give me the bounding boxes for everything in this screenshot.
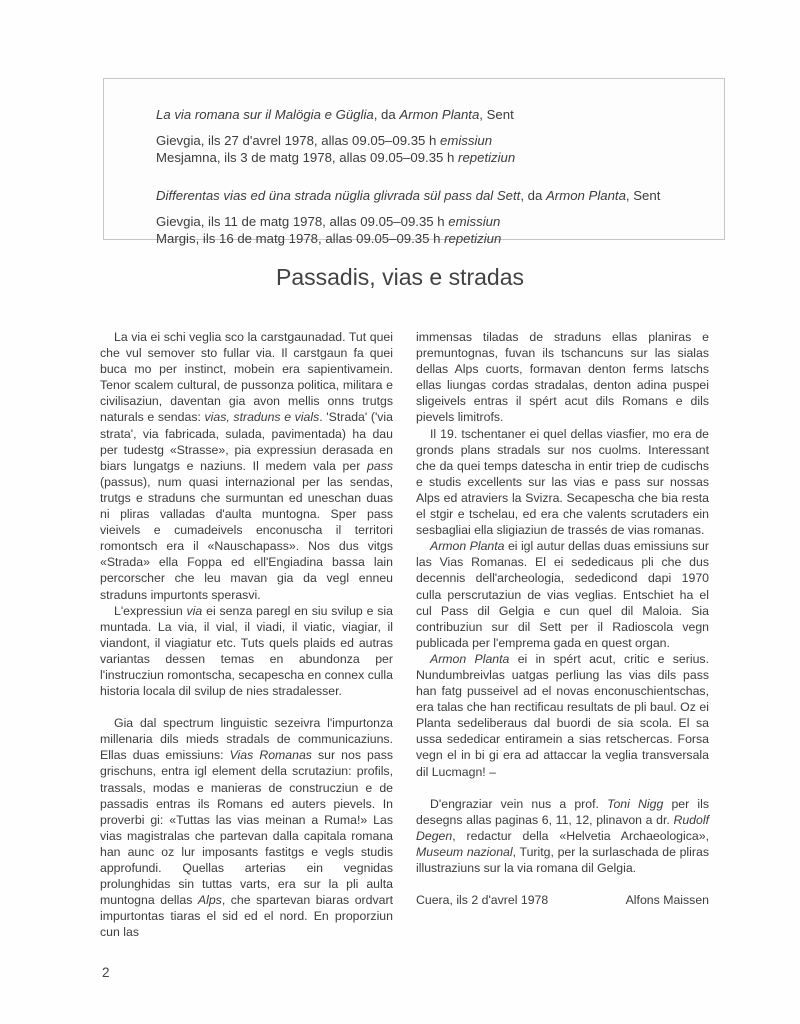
- colophon-author: Alfons Maissen: [625, 893, 709, 908]
- italic-text-run: Vias Romanas: [229, 748, 312, 763]
- italic-text-run: pass: [367, 458, 393, 473]
- paragraph: [416, 329, 709, 426]
- text-run: L'expressiun: [114, 603, 187, 618]
- broadcast-schedule-line: [156, 149, 708, 166]
- text-run: ei in spért acut, critic e serius. Nundumbreivlas uatgas perliung las vias dils pass han fatg pusseivel ad el novas enconuschientschas, era talas che han rectificau resultats de pli baul. Oz ei Planta sedeliberaus dal buordi de sia scola. El sa ussa sededicar entiramein a sias retschercas. Forsa vegn el in bi gi era ad attaccar la veglia transversala dil Lucmagn! –: [416, 651, 709, 779]
- text-run: per ils desegns allas paginas 6, 11, 12, plinavon a dr.: [416, 796, 709, 827]
- text-run: Gievgia, ils 27 d'avrel 1978, allas 09.05–09.35 h: [156, 133, 441, 148]
- italic-text-run: Armon Planta: [399, 107, 480, 122]
- article-body: [100, 329, 709, 940]
- paragraph: [416, 538, 709, 651]
- right-column: [416, 329, 709, 940]
- italic-text-run: repetiziun: [458, 150, 516, 165]
- text-run: D'engraziar vein nus a prof.: [430, 796, 608, 811]
- text-run: ei senza paregl en siu svilup e sia muntada. La via, il vial, il viadi, il viatic, viagiar, il viandont, il viagiatur etc. Tuts quels plaids ed autras variantas dessen temas en abundonza per l'instrucziun romontscha, secapescha en connex culla historia locala dil svilup de nies stradalesser.: [100, 603, 394, 699]
- text-run: , Sent: [479, 107, 514, 122]
- italic-text-run: La via romana sur il Malögia e Güglia: [156, 107, 374, 122]
- broadcast-schedule-line: [156, 132, 708, 149]
- broadcast-schedule-line: [156, 213, 708, 230]
- paragraph: [100, 603, 393, 700]
- left-column: [100, 329, 393, 940]
- text-run: , da: [373, 107, 400, 122]
- italic-text-run: Armon Planta: [546, 188, 626, 203]
- broadcast-title-line: [156, 187, 708, 204]
- broadcast-schedule-box: [103, 78, 725, 246]
- text-run: (passus), num quasi internazional per las sendas, trutgs e straduns che surmuntan ed uneschan duas ni pliras valladas d'aulta muntogna. Sper pass vieivels e cumadeivels enconuscha il territori romontsch era il «Nauschapass». Nos dus vitgs «Strada» ella Foppa ed ell'Engiadina bassa lain percorscher che leu mavan gia da vegl enneu straduns impurtonts sperasvi.: [100, 474, 393, 602]
- italic-text-run: Alps: [197, 893, 222, 908]
- text-run: , Sent: [625, 188, 661, 203]
- text-run: . 'Strada' ('via strata', via fabricada, sulada, pavimentada) ha dau per tudestg «Strasse», pia expressiun derasada en biars lungatgs e naziuns. Il medem vala per: [100, 410, 394, 473]
- text-run: Margis, ils 16 de matg 1978, allas 09.05–09.35 h: [156, 231, 445, 246]
- broadcast-title-line: [156, 106, 708, 123]
- paragraph: [416, 796, 709, 876]
- paragraph: [100, 329, 393, 603]
- colophon-place-date: Cuera, ils 2 d'avrel 1978: [416, 893, 549, 908]
- page-number: 2: [102, 965, 110, 980]
- text-run: , redactur della «Helvetia Archaeologica»,: [452, 828, 709, 843]
- text-run: Gia dal spectrum linguistic sezeivra l'impurtonza millenaria dils mieds stradals de communicaziuns. Ellas duas emissiuns:: [100, 716, 393, 763]
- text-run: immensas tiladas de straduns ellas planiras e premuntognas, fuvan ils tschancuns sur las sialas dellas Alps cuorts, formavan denton ferms latschs ellas liungas cordas stradalas, denton adina puspei sligeivels entras il spért acut dils Romans e dils pievels limitrofs.: [416, 330, 709, 425]
- text-run: Mesjamna, ils 3 de matg 1978, allas 09.05–09.35 h: [156, 150, 459, 165]
- italic-text-run: Armon Planta: [430, 651, 510, 666]
- broadcast-schedule-line: [156, 230, 708, 247]
- paragraph: [416, 651, 709, 780]
- italic-text-run: emissiun: [448, 214, 501, 229]
- text-run: La via ei schi veglia sco la carstgaunadad. Tut quei che vul semover sto fullar via. Il carstgaun fa quei buca mo per instinct, mobein era sapientivamein. Tenor scalem cultural, de pussonza politica, militara e civilisaziun, daventan gia avon mellis onns trutgs naturals e sendas:: [100, 330, 393, 425]
- italic-text-run: Rudolf Degen: [416, 812, 709, 843]
- colophon-row: [416, 892, 709, 908]
- article-title: Passadis, vias e stradas: [275, 264, 524, 290]
- text-run: , da: [520, 188, 547, 203]
- text-run: sur nos pass grischuns, entra igl element della scrutaziun: profils, trassals, modas e manieras de construcziun e de passadis entras ils Romans ed auters pievels. In proverbi gi: «Tuttas las vias meinan a Ruma!» Las vias magistralas che partevan dalla capitala romana han aunc oz lur imposants fastitgs e vegls studis approfundi. Quellas arterias ein vegnidas prolunghidas sin tuttas varts, era sur la pli aulta muntogna dellas: [100, 748, 393, 908]
- paragraph: [416, 426, 709, 539]
- italic-text-run: emissiun: [440, 133, 493, 148]
- text-run: Il 19. tschentaner ei quel dellas viasfier, mo era de gronds plans stradals sur nos cuolms. Interessant che da quei temps datescha in entir triep de cudischs e studis excellents sur las vias e pass sur nossas Alps ed atraviers la Svizra. Secapescha che bia resta el stgir e tschelau, ed era che valents scrutaders ein sesbagliai ella sligiaziun de trassés de vias romanas.: [416, 426, 709, 538]
- italic-text-run: Armon Planta: [430, 539, 505, 554]
- italic-text-run: vias, straduns e vials: [204, 410, 320, 425]
- text-run: Gievgia, ils 11 de matg 1978, allas 09.05–09.35 h: [156, 214, 449, 229]
- right-column-paragraphs: [416, 329, 709, 876]
- italic-text-run: via: [186, 603, 203, 618]
- italic-text-run: Museum nazional: [416, 844, 513, 859]
- italic-text-run: repetiziun: [444, 231, 502, 246]
- italic-text-run: Differentas vias ed üna strada nüglia glivrada sül pass dal Sett: [156, 188, 521, 203]
- italic-text-run: Toni Nigg: [607, 796, 664, 811]
- paragraph: [100, 715, 393, 940]
- text-run: , Turitg, per la surlaschada de pliras illustraziuns sur la via romana dil Gelgia.: [416, 844, 709, 875]
- text-run: ei igl autur dellas duas emissiuns sur las Vias Romanas. El ei sededicaus pli che dus decennis dell'archeologia, sededicond dapi 1970 culla perscrutaziun de vias veglias. Entschiet ha el cul Pass dil Gelgia e cun quel dil Maloia. Sia contribuziun sur dil Sett per il Radioscola vegn publicada per l'emprema gada en quest organ.: [416, 539, 709, 650]
- text-run: , che spartevan biaras ordvart impurtontas tiaras el sid ed el nord. En proporziun cun las: [100, 893, 393, 940]
